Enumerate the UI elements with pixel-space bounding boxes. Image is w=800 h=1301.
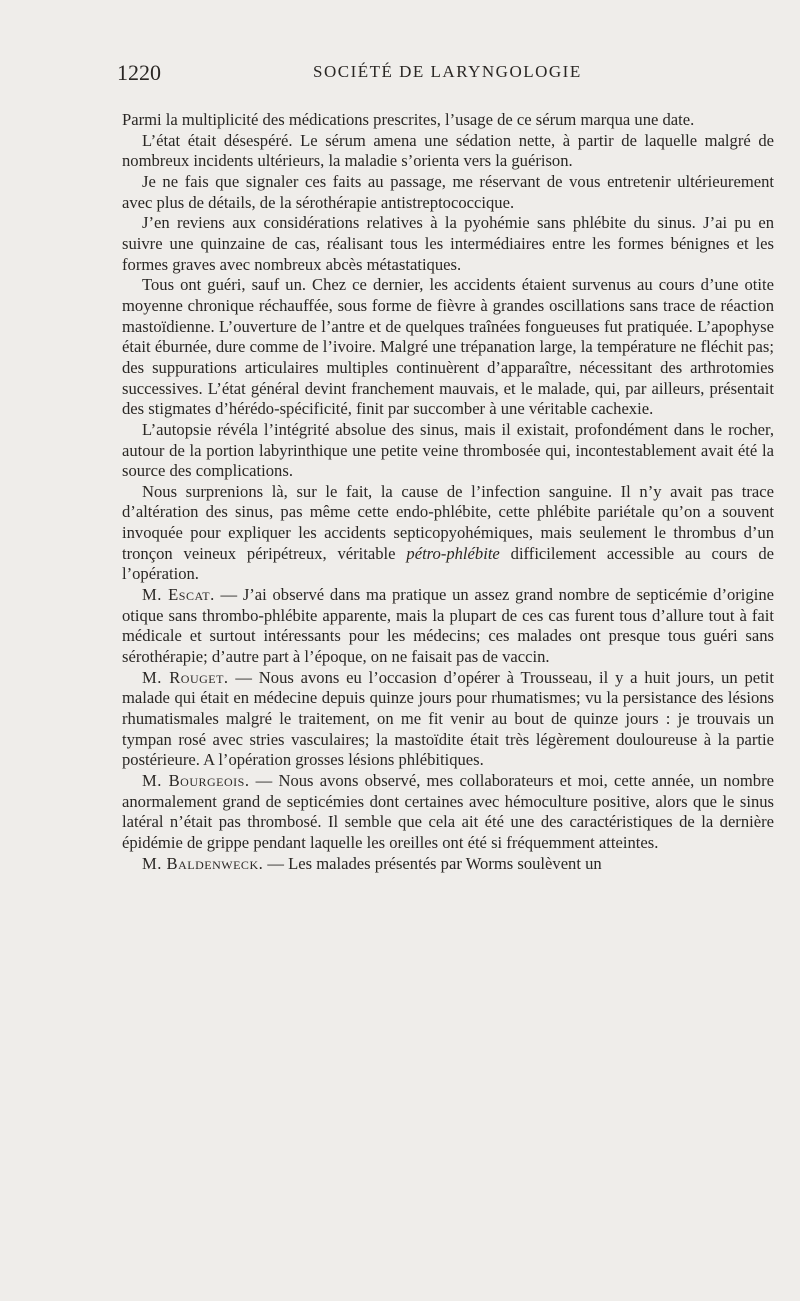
page-header (117, 60, 777, 90)
running-title: SOCIÉTÉ DE LARYNGOLOGIE (313, 62, 582, 81)
speaker-name: M. Escat. (142, 585, 215, 605)
page-number: 1220 (117, 60, 161, 85)
paragraph-rouget: M. Rouget. — Nous avons eu l’occasion d’opérer à Trousseau, il y a huit jours, un petit malade qui était en médecine depuis quinze jours pour rhumatismes; vu la persistance des lésions rhumatismales malgré le traitement, on me fit venir au bout de quinze jours : je trouvais un tympan rosé avec stries vasculaires; la mastoïdite était très légèrement douloureuse à la partie postérieure. A l’opération grosses lésions phlébitiques. (122, 667, 774, 770)
paragraph: Parmi la multiplicité des médications prescrites, l’usage de ce sérum marqua une date. (122, 110, 695, 129)
paragraph: Nous surprenions là, sur le fait, la cause de l’infection sanguine. Il n’y avait pas trace d’altération des sinus, pas même cette endo-phlébite, cette phlébite pariétale qu’on a souvent invoquée pour expliquer les accidents septicopyohémiques, mais seulement le thrombus d’un tronçon veineux péripétreux, véritable pétro-phlébite difficilement accessible au cours de l’opération. (122, 481, 775, 584)
paragraph: Je ne fais que signaler ces faits au passage, me réservant de vous entretenir ultérieurement avec plus de détails, de la sérothérapie antistreptococcique. (122, 171, 774, 212)
paragraph-bourgeois: M. Bourgeois. — Nous avons observé, mes collaborateurs et moi, cette année, un nombre anormalement grand de septicémies dont certaines avec hémoculture positive, alors que le sinus latéral n’était pas thrombosé. Il semble que cela ait été une des caractéristiques de la dernière épidémie de grippe pendant laquelle les oreilles ont été si fréquemment atteintes. (122, 771, 775, 852)
speaker-name: M. Rouget. (142, 667, 229, 687)
body-text (122, 110, 774, 874)
paragraph: Tous ont guéri, sauf un. Chez ce dernier, les accidents étaient survenus au cours d’une otite moyenne chronique réchauffée, sous forme de fièvre à grandes oscillations sans trace de réaction mastoïdienne. L’ouverture de l’antre et de quelques traînées fongueuses fut pratiquée. L’apophyse était éburnée, dure comme de l’ivoire. Malgré une trépanation large, la température ne fléchit pas; des suppurations articulaires multiples continuèrent d’apparaître, nécessitant des arthrotomies successives. L’état général devint franchement mauvais, et le malade, qui, par ailleurs, présentait des stigmates d’hérédo-spécificité, finit par succomber à une véritable cachexie. (122, 275, 774, 419)
paragraph-baldenweck: M. Baldenweck. — Les malades présentés par Worms soulèvent un (142, 853, 602, 873)
paragraph: J’en reviens aux considérations relatives à la pyohémie sans phlébite du sinus. J’ai pu en suivre une quinzaine de cas, réalisant tous les intermédiaires entre les formes bénignes et les formes graves avec nombreux abcès métastatiques. (122, 213, 774, 274)
speaker-name: M. Baldenweck. (142, 853, 264, 873)
speaker-name: M. Bourgeois. (142, 771, 250, 790)
italic-term: pétro-phlébite (406, 543, 500, 563)
paragraph: L’état était désespéré. Le sérum amena une sédation nette, à partir de laquelle malgré de nombreux incidents ultérieurs, la maladie s’orienta vers la guérison. (122, 130, 774, 171)
paragraph: L’autopsie révéla l’intégrité absolue des sinus, mais il existait, profondément dans le rocher, autour de la portion labyrinthique une petite veine thrombosée qui, incontestablement avait été la source des complications. (122, 419, 774, 481)
paragraph-escat: M. Escat. — J’ai observé dans ma pratique un assez grand nombre de septicémie d’origine otique sans thrombo-phlébite apparente, mais la plupart de ces cas furent tous d’allure tout à fait médicale et surtout intéressants pour les médecins; ces malades ont presque tous guéri sans sérothérapie; d’autre part à l’époque, on ne faisait pas de vaccin. (122, 585, 774, 667)
